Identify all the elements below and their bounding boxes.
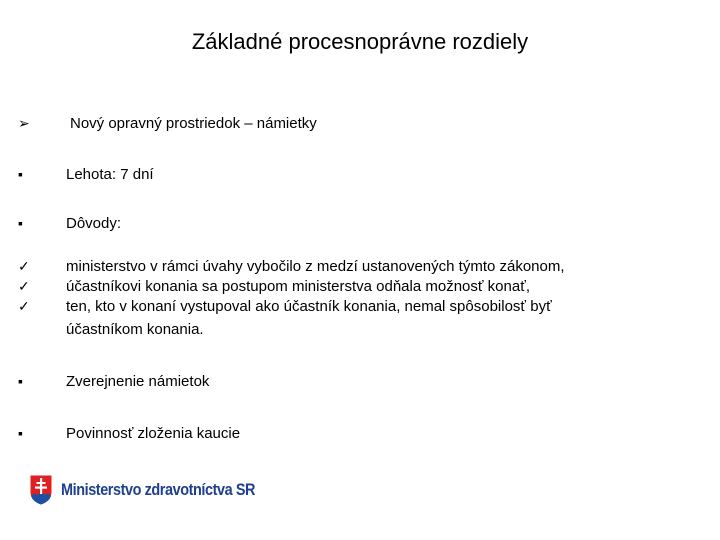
bullet-item — [18, 425, 240, 442]
reason-item — [18, 298, 552, 315]
check-icon: ✓ — [18, 258, 30, 274]
check-icon: ✓ — [18, 278, 30, 294]
reason-text: účastníkovi konania sa postupom ministerstva odňala možnosť konať, — [66, 278, 530, 295]
slide-title: Základné procesnoprávne rozdiely — [191, 29, 529, 54]
square-bullet-icon: ▪ — [18, 215, 23, 231]
reason-text: ten, kto v konaní vystupoval ako účastník konania, nemal spôsobilosť byť — [66, 298, 552, 315]
bullet-item — [18, 373, 209, 390]
reason-text: ministerstvo v rámci úvahy vybočilo z medzí ustanovených týmto zákonom, — [66, 258, 565, 275]
reason-item — [18, 278, 530, 295]
bullet-text: Dôvody: — [66, 215, 122, 232]
bullet-item — [18, 115, 317, 132]
bullet-text: Nový opravný prostriedok – námietky — [70, 115, 317, 132]
square-bullet-icon: ▪ — [18, 166, 23, 182]
bullet-text: Povinnosť zloženia kaucie — [66, 425, 241, 442]
ministry-logo — [29, 474, 289, 506]
square-bullet-icon: ▪ — [18, 373, 23, 389]
bullet-item — [18, 215, 121, 232]
slovak-coat-of-arms-icon — [29, 474, 53, 506]
square-bullet-icon: ▪ — [18, 425, 23, 441]
reason-item — [18, 258, 565, 275]
logo-text: Ministerstvo zdravotníctva SR — [61, 480, 256, 499]
check-icon: ✓ — [18, 298, 30, 314]
bullet-item — [18, 166, 154, 183]
bullet-text: Lehota: 7 dní — [66, 166, 154, 183]
arrow-bullet-icon: ➢ — [18, 115, 30, 131]
bullet-text: Zverejnenie námietok — [66, 373, 210, 390]
reason-text-continued: účastníkom konania. — [66, 321, 204, 338]
